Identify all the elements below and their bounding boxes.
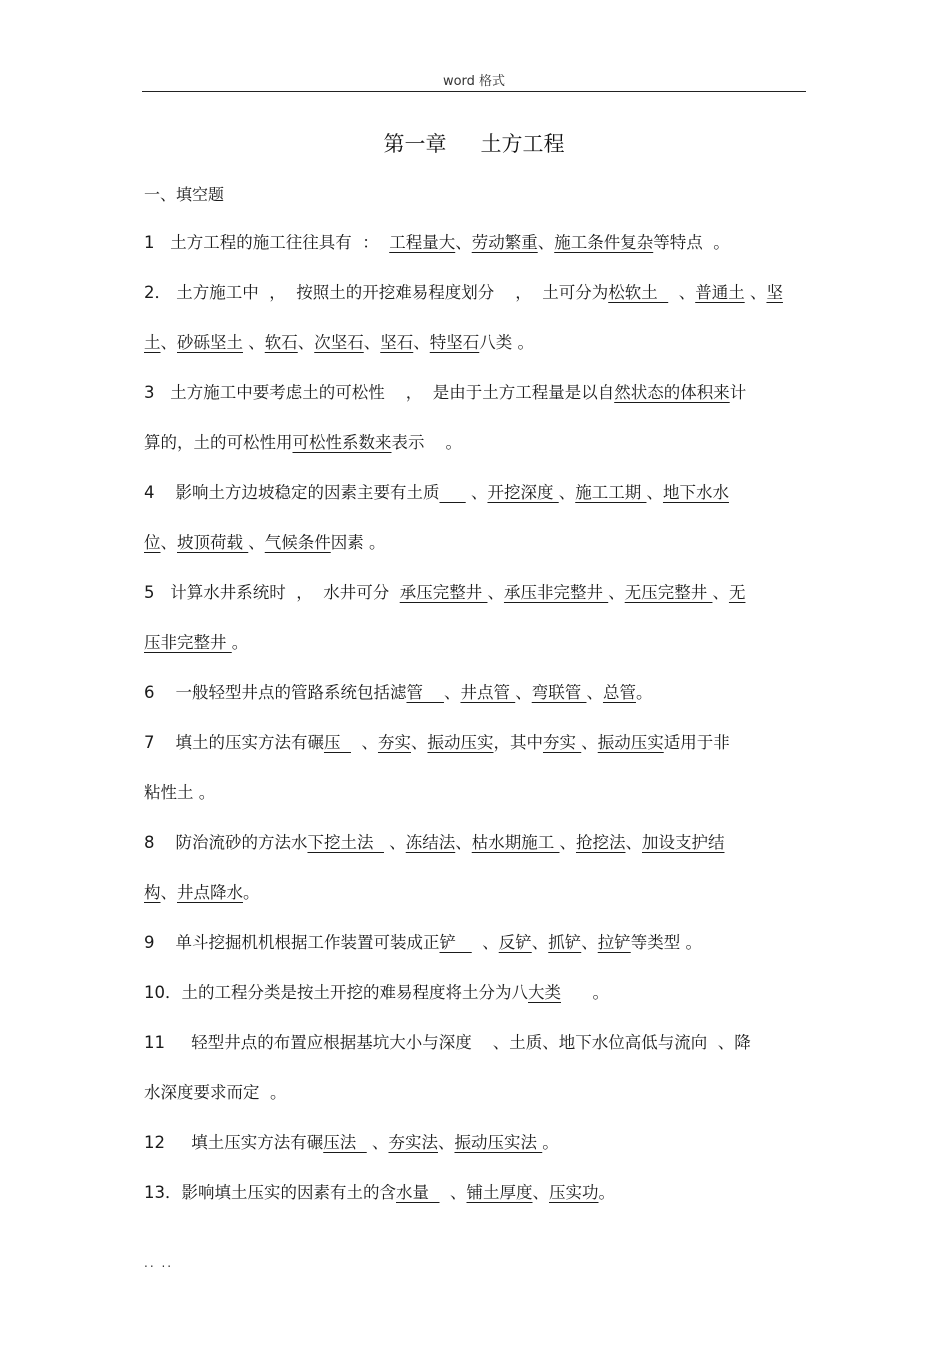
question-text: 3 土方施工中要考虑土的可松性 ， 是由于土方工程量是以自 — [144, 383, 615, 402]
question-text: 8 防治流砂的方法水 — [144, 833, 308, 852]
question-continuation — [144, 418, 808, 468]
question-continuation — [144, 318, 808, 368]
question-text: 粘性土 。 — [144, 783, 216, 802]
chapter-name: 土方工程 — [480, 132, 565, 156]
question-text: 、 — [413, 333, 430, 352]
question-text: 、 — [160, 333, 177, 352]
page-footer: .. .. — [144, 1256, 174, 1270]
answer-blank: 砂砾坚土 — [177, 333, 243, 352]
answer-blank: 夯实 — [542, 733, 582, 752]
answer-blank: 可松性系数来 — [292, 433, 392, 452]
answer-blank: 地下水水 — [662, 483, 729, 502]
question-text: 、 — [531, 933, 549, 952]
answer-blank: 总管 — [602, 683, 636, 702]
question-text: 10．土的工程分类是按土开挖的难易程度将土分为八 — [144, 983, 528, 1002]
question-text: 、 — [744, 283, 767, 302]
answer-blank: 振动压实 — [427, 733, 494, 752]
question-item — [144, 818, 808, 868]
question-item — [144, 368, 808, 418]
answer-blank: 压非完整井 — [144, 633, 232, 652]
answer-blank: 压 — [323, 733, 351, 752]
question-text: 、 — [532, 1183, 549, 1202]
answer-blank: 软石 — [264, 333, 298, 352]
answer-blank: 然状态的体积来 — [614, 383, 730, 402]
question-text: 2． 土方施工中 ， 按照土的开挖难易程度划分 ， 土可分为 — [144, 283, 609, 302]
answer-blank: 铲 — [439, 933, 472, 952]
question-text: 、 — [366, 1133, 389, 1152]
question-text: 算的，土的可松性用 — [144, 433, 293, 452]
question-text: 、 — [248, 533, 265, 552]
question-text: 表示 。 — [391, 433, 462, 452]
question-text: 、 — [455, 833, 472, 852]
question-text: 、 — [160, 533, 177, 552]
answer-blank: 管 — [406, 683, 444, 702]
question-continuation — [144, 518, 808, 568]
question-text: 、 — [410, 733, 428, 752]
answer-blank: 井点管 — [460, 683, 516, 702]
question-text: 、 — [581, 933, 598, 952]
question-text: 12 填土压实方法有碾 — [144, 1133, 324, 1152]
question-item — [144, 268, 808, 318]
answer-blank: 压实功 — [549, 1183, 599, 1202]
answer-blank: 井点降水 — [177, 883, 243, 902]
answer-blank: 水量 — [396, 1183, 440, 1202]
question-text: 7 填土的压实方法有碾 — [144, 733, 324, 752]
question-text: 。 — [542, 1133, 559, 1152]
question-text: 、 — [712, 583, 729, 602]
answer-blank: 加设支护结 — [641, 833, 725, 852]
answer-blank: 枯水期施工 — [471, 833, 560, 852]
question-text: ，其中 — [493, 733, 543, 752]
answer-blank: 铺土厚度 — [466, 1183, 533, 1202]
answer-blank: 拉铲 — [597, 933, 631, 952]
answer-blank: 土 — [144, 333, 161, 352]
question-item — [144, 718, 808, 768]
question-text: 。 — [243, 883, 260, 902]
answer-blank: 特坚石 — [429, 333, 480, 352]
question-text: 5 计算水井系统时 ， 水井可分 — [144, 583, 400, 602]
page-header: word 格式 — [442, 74, 506, 89]
answer-blank: 夯实法 — [388, 1133, 438, 1152]
question-text: 、 — [160, 883, 177, 902]
question-continuation — [144, 768, 808, 818]
question-text: 、 — [586, 683, 603, 702]
question-text: 等类型 。 — [630, 933, 702, 952]
section-heading: 一、填空题 — [144, 185, 225, 204]
question-text: 、 — [559, 833, 576, 852]
question-text: 。 — [598, 1183, 615, 1202]
question-text: 、 — [439, 1183, 467, 1202]
question-text: 计 — [729, 383, 747, 402]
question-text: 、 — [537, 233, 555, 252]
answer-blank: 普通土 — [695, 283, 745, 302]
question-item — [144, 218, 808, 268]
question-text: 、 — [297, 333, 315, 352]
question-item — [144, 668, 808, 718]
question-text: 、 — [608, 583, 625, 602]
answer-blank: 施工条件复杂 — [554, 233, 654, 252]
question-continuation — [144, 868, 808, 918]
question-text: 、 — [668, 283, 696, 302]
question-text: 、 — [646, 483, 663, 502]
question-text: 八类 。 — [479, 333, 534, 352]
question-text: 9 单斗挖掘机机根据工作装置可装成正 — [144, 933, 440, 952]
question-text: 。 — [635, 683, 653, 702]
answer-blank: 施工工期 — [575, 483, 647, 502]
answer-blank: 次坚石 — [314, 333, 364, 352]
answer-blank: 开挖深度 — [487, 483, 559, 502]
answer-blank: 工程量大 — [389, 233, 456, 252]
chapter-number: 第一章 — [383, 132, 447, 156]
question-text: 、 — [363, 333, 381, 352]
question-text: 、 — [581, 733, 598, 752]
question-item — [144, 468, 808, 518]
question-text: 。 — [231, 633, 249, 652]
question-text: 因素 。 — [330, 533, 386, 552]
answer-blank: 抢挖法 — [575, 833, 626, 852]
question-text: 6 一般轻型井点的管路系统包括滤 — [144, 683, 407, 702]
question-item — [144, 1118, 808, 1168]
question-text: 、 — [558, 483, 576, 502]
answer-blank: 振动压实 — [597, 733, 664, 752]
answer-blank: 坚石 — [380, 333, 414, 352]
answer-blank — [439, 483, 465, 502]
answer-blank: 振动压实法 — [454, 1133, 543, 1152]
header-divider — [142, 91, 806, 92]
answer-blank: 无压完整井 — [624, 583, 713, 602]
question-text: 、 — [243, 333, 265, 352]
question-text: 、 — [625, 833, 642, 852]
chapter-title — [142, 128, 806, 158]
question-text: 13．影响填土压实的因素有土的含 — [144, 1183, 396, 1202]
answer-blank: 大类 — [528, 983, 561, 1002]
answer-blank: 位 — [144, 533, 161, 552]
question-text: 11 轻型井点的布置应根据基坑大小与深度 、土质、地下水位高低与流向 、降 — [144, 1033, 751, 1052]
question-text: 水深度要求而定 。 — [144, 1083, 287, 1102]
answer-blank: 夯实 — [377, 733, 411, 752]
question-item — [144, 1168, 808, 1218]
answer-blank: 松软土 — [608, 283, 669, 302]
answer-blank: 劳动繁重 — [471, 233, 538, 252]
answer-blank: 承压完整井 — [399, 583, 488, 602]
answer-blank: 坡顶荷载 — [177, 533, 249, 552]
answer-blank: 冻结法 — [405, 833, 456, 852]
question-text: 、 — [471, 933, 499, 952]
answer-blank: 坚 — [766, 283, 783, 302]
question-text: 1 土方工程的施工往往具有 ： — [144, 233, 390, 252]
question-text: 、 — [437, 1133, 455, 1152]
answer-blank: 无 — [728, 583, 746, 602]
answer-blank: 弯联管 — [531, 683, 587, 702]
question-item — [144, 918, 808, 968]
question-text: 等特点 。 — [653, 233, 730, 252]
answer-blank: 抓铲 — [548, 933, 582, 952]
question-text: 、 — [383, 833, 406, 852]
question-text: 、 — [515, 683, 532, 702]
question-text: 4 影响土方边坡稳定的因素主要有土质 — [144, 483, 440, 502]
question-text: 适用于非 — [663, 733, 730, 752]
question-text: 、 — [487, 583, 504, 602]
answer-blank: 构 — [144, 883, 161, 902]
answer-blank: 反铲 — [498, 933, 532, 952]
question-text: 、 — [455, 233, 472, 252]
question-item — [144, 568, 808, 618]
question-text: 。 — [561, 983, 609, 1002]
answer-blank: 下挖土法 — [307, 833, 384, 852]
answer-blank: 气候条件 — [264, 533, 331, 552]
answer-blank: 承压非完整井 — [503, 583, 609, 602]
question-text: 、 — [465, 483, 488, 502]
answer-blank: 压法 — [323, 1133, 367, 1152]
question-continuation — [144, 1068, 808, 1118]
question-item — [144, 1018, 808, 1068]
question-item — [144, 968, 808, 1018]
question-continuation — [144, 618, 808, 668]
question-text: 、 — [443, 683, 461, 702]
question-text: 、 — [350, 733, 378, 752]
